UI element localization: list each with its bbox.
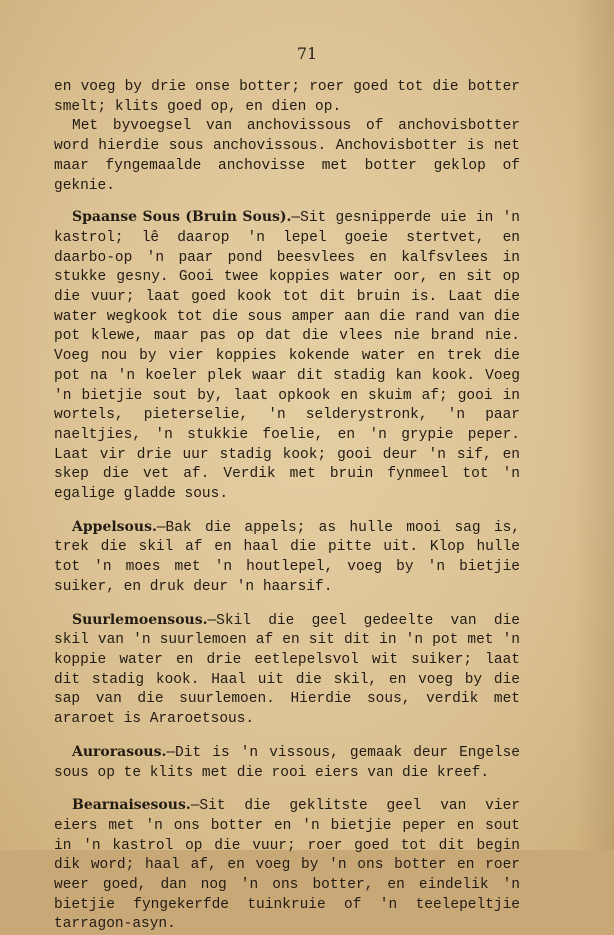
- page-number: 71: [296, 44, 318, 63]
- paragraph-text: en voeg by drie onse botter; roer goed tot die botter smelt; klits goed op, en dien op.: [54, 79, 520, 115]
- recipe-heading: Appelsous.: [72, 518, 157, 535]
- recipe-heading: Bearnaisesous.: [72, 797, 191, 814]
- paragraph-text: Met byvoegsel van anchovissous of anchovisbotter word hierdie sous anchovissous. Anchovisbotter is net maar fyngemaalde anchovisse met botter geklop of geknie.: [54, 118, 520, 194]
- page-body: [54, 78, 520, 935]
- paragraph-suurlemoensous: [54, 611, 520, 730]
- paragraph-botter-continuation: [54, 78, 520, 117]
- paragraph-text: —Skil die geel gedeelte van die skil van 'n suurlemoen af en sit dit in 'n pot met 'n koppie water en drie eetlepelsvol wit suiker; laat dit stadig kook. Haal uit die skil, en voeg by die sap van die suurlemoen. Hierdie sous, verdik met araroet is Araroetsous.: [54, 612, 520, 728]
- paragraph-bearnaisesous: [54, 796, 520, 935]
- paragraph-text: —Bak die appels; as hulle mooi sag is, trek die skil af en haal die pitte uit. Klop hulle tot 'n moes met 'n houtlepel, voeg by 'n bietjie suiker, en druk deur 'n haarsif.: [54, 519, 520, 595]
- paragraph-text: —Sit die geklitste geel van vier eiers met 'n ons botter en 'n bietjie peper en sout in 'n kastrol op die vuur; roer goed tot dit begin dik word; haal af, en voeg by 'n ons botter en roer weer goed, dan nog 'n ons botter, en eindelik 'n bietjie fyngekerfde tuinkruie of 'n teelepeltjie tarragon-asyn.: [54, 798, 520, 933]
- page-edge-shadow: [574, 0, 614, 850]
- paragraph-spaanse-sous: [54, 208, 520, 505]
- recipe-heading: Suurlemoensous.: [72, 611, 208, 628]
- paragraph-text: —Sit gesnipperde uie in 'n kastrol; lê daarop 'n lepel goeie stertvet, en daarbo-op 'n paar pond beesvlees en kalfsvlees in stukke gesny. Gooi twee koppies water oor, en sit op die vuur; laat goed kook tot dit bruin is. Laat die water wegkook tot die sous amper aan die rand van die pot klewe, maar pas op dat die vlees nie brand nie. Voeg nou by vier koppies kokende water en trek die pot na 'n koeler plek waar dit stadig kan kook. Voeg 'n bietjie sout by, laat opkook en skuim af; gooi in wortels, pieterselie, 'n selderystronk, 'n paar naeltjies, 'n stukkie foelie, en 'n grypie peper. Laat vir drie uur stadig kook; gooi deur 'n sif, en skep die vet af. Verdik met bruin fynmeel tot 'n egalige gladde sous.: [54, 210, 520, 503]
- paragraph-aurorasous: [54, 743, 520, 783]
- recipe-heading: Spaanse Sous (Bruin Sous).: [72, 209, 292, 226]
- recipe-heading: Aurorasous.: [72, 743, 167, 760]
- paragraph-text: —Dit is 'n vissous, gemaak deur Engelse sous op te klits met die rooi eiers van die kreef.: [54, 744, 520, 781]
- paragraph-appelsous: [54, 518, 520, 598]
- paragraph-anchovissous: [54, 117, 520, 196]
